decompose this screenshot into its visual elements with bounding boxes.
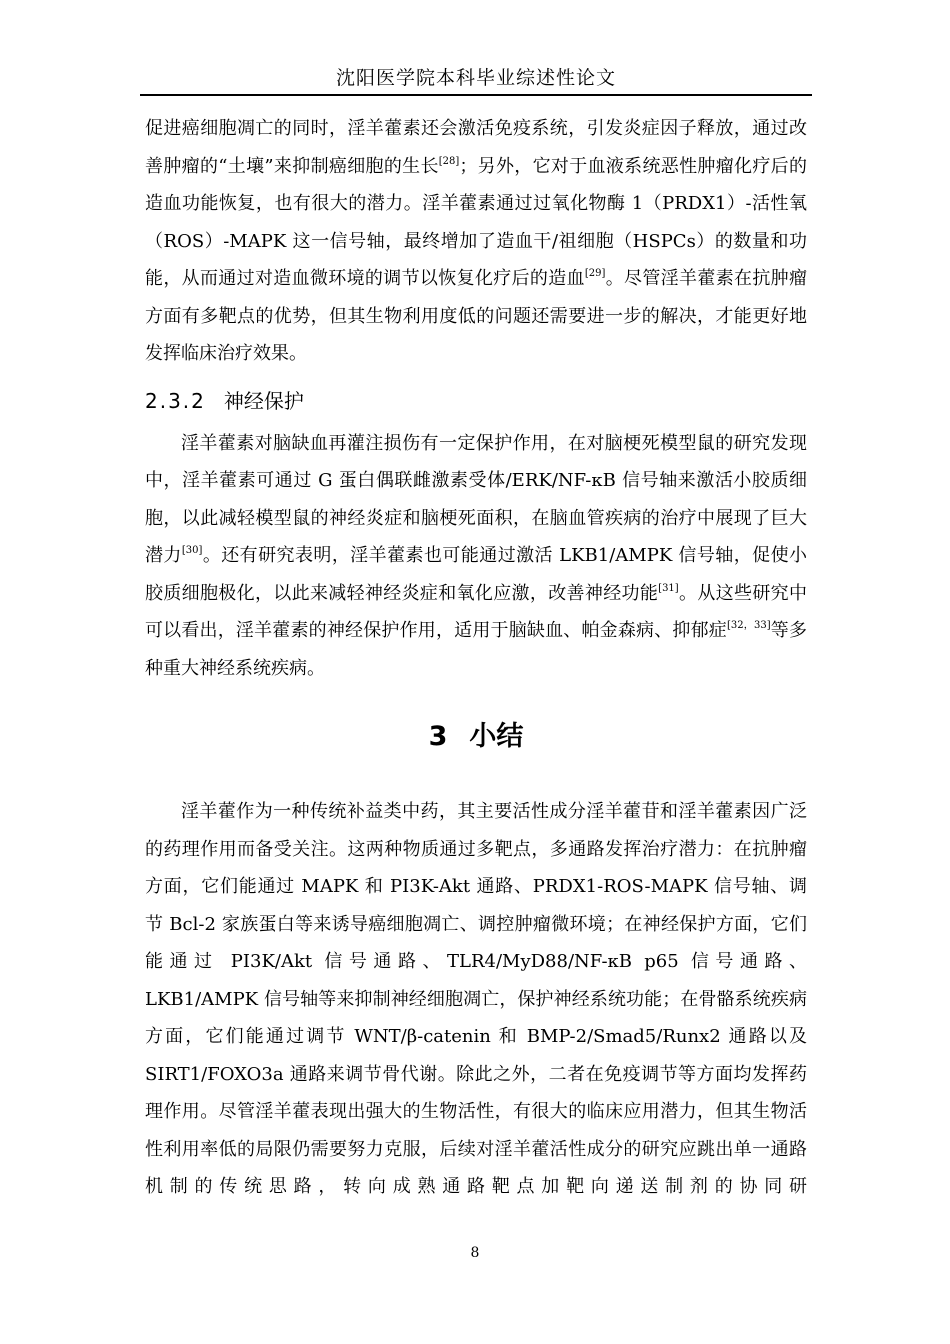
running-header: 沈阳医学院本科毕业综述性论文 xyxy=(335,67,616,89)
subsection-number: 2.3.2 xyxy=(145,388,206,413)
section-number: 3 xyxy=(428,721,448,752)
paragraph-text: 淫羊藿作为一种传统补益类中药，其主要活性成分淫羊藿苷和淫羊藿素因广泛的药理作用而备受关注。这两种物质通过多靶点，多通路发挥治疗潜力：在抗肿瘤方面，它们能通过 MAPK 和 PI3K-Akt 通路、PRDX1-ROS-MAPK 信号轴、调节 Bcl-2 家族蛋白等来诱导癌细胞凋亡、调控肿瘤微环境；在神经保护方面，它们能通过 PI3K/Akt 信号通路、TLR4/MyD88/NF-κB p65 信号通路、LKB1/AMPK 信号轴等来抑制神经细胞凋亡，保护神经系统功能；在骨骼系统疾病方面，它们能通过调节 WNT/β-catenin 和 BMP-2/Smad5/Runx2 通路以及 SIRT1/FOXO3a 通路来调节骨代谢。除此之外，二者在免疫调节等方面均发挥药理作用。尽管淫羊藿表现出强大的生物活性，有很大的临床应用潜力，但其生物活性利用率低的局限仍需要努力克服，后续对淫羊藿活性成分的研究应跳出单一通路机制的传统思路，转向成熟通路靶点加靶向递送制剂的协同研 xyxy=(145,801,807,1197)
paragraph-antitumor-continued xyxy=(145,110,807,373)
paragraph-text: 促进癌细胞凋亡的同时，淫羊藿素还会激活免疫系统，引发炎症因子释放，通过改善肿瘤的“土壤”来抑制癌细胞的生长 xyxy=(145,118,807,177)
subsection-title: 神经保护 xyxy=(223,388,304,413)
section-title: 小结 xyxy=(469,721,524,752)
body-content xyxy=(145,110,807,1206)
subsection-heading-neuroprotection xyxy=(145,383,807,419)
paragraph-text: 。还有研究表明，淫羊藿素也可能通过激活 LKB1/AMPK 信号轴，促使小胶质细胞极化，以此来减轻神经炎症和氧化应激，改善神经功能 xyxy=(145,545,807,604)
paragraph-text: ；另外，它对于血液系统恶性肿瘤化疗后的造血功能恢复，也有很大的潜力。淫羊藿素通过过氧化物酶 1（PRDX1）-活性氧（ROS）-MAPK 这一信号轴，最终增加了造血干/祖细胞（HSPCs）的数量和功能，从而通过对造血微环境的调节以恢复化疗后的造血 xyxy=(145,155,807,289)
section-heading-summary xyxy=(145,717,807,757)
citation-ref: [29] xyxy=(584,268,606,279)
citation-ref: [28] xyxy=(438,155,460,167)
citation-ref: [30] xyxy=(181,545,203,556)
page-number: 8 xyxy=(470,1245,480,1261)
header-rule xyxy=(140,94,812,96)
paragraph-neuroprotection xyxy=(145,425,807,688)
paragraph-text: 等多种重大神经系统疾病。 xyxy=(145,620,807,679)
paragraph-summary xyxy=(145,793,807,1206)
paragraph-text: 。从这些研究中可以看出，淫羊藿素的神经保护作用，适用于脑缺血、帕金森病、抑郁症 xyxy=(145,582,807,641)
paragraph-text: 淫羊藿素对脑缺血再灌注损伤有一定保护作用，在对脑梗死模型鼠的研究发现中，淫羊藿素可通过 G 蛋白偶联雌激素受体/ERK/NF-κB 信号轴来激活小胶质细胞，以此减轻模型鼠的神经炎症和脑梗死面积，在脑血管疾病的治疗中展现了巨大潜力 xyxy=(145,432,807,566)
citation-ref: [32，33] xyxy=(726,620,771,631)
citation-ref: [31] xyxy=(658,582,679,594)
paragraph-text: 。尽管淫羊藿素在抗肿瘤方面有多靶点的优势，但其生物利用度低的问题还需要进一步的解决，才能更好地发挥临床治疗效果。 xyxy=(145,268,808,364)
